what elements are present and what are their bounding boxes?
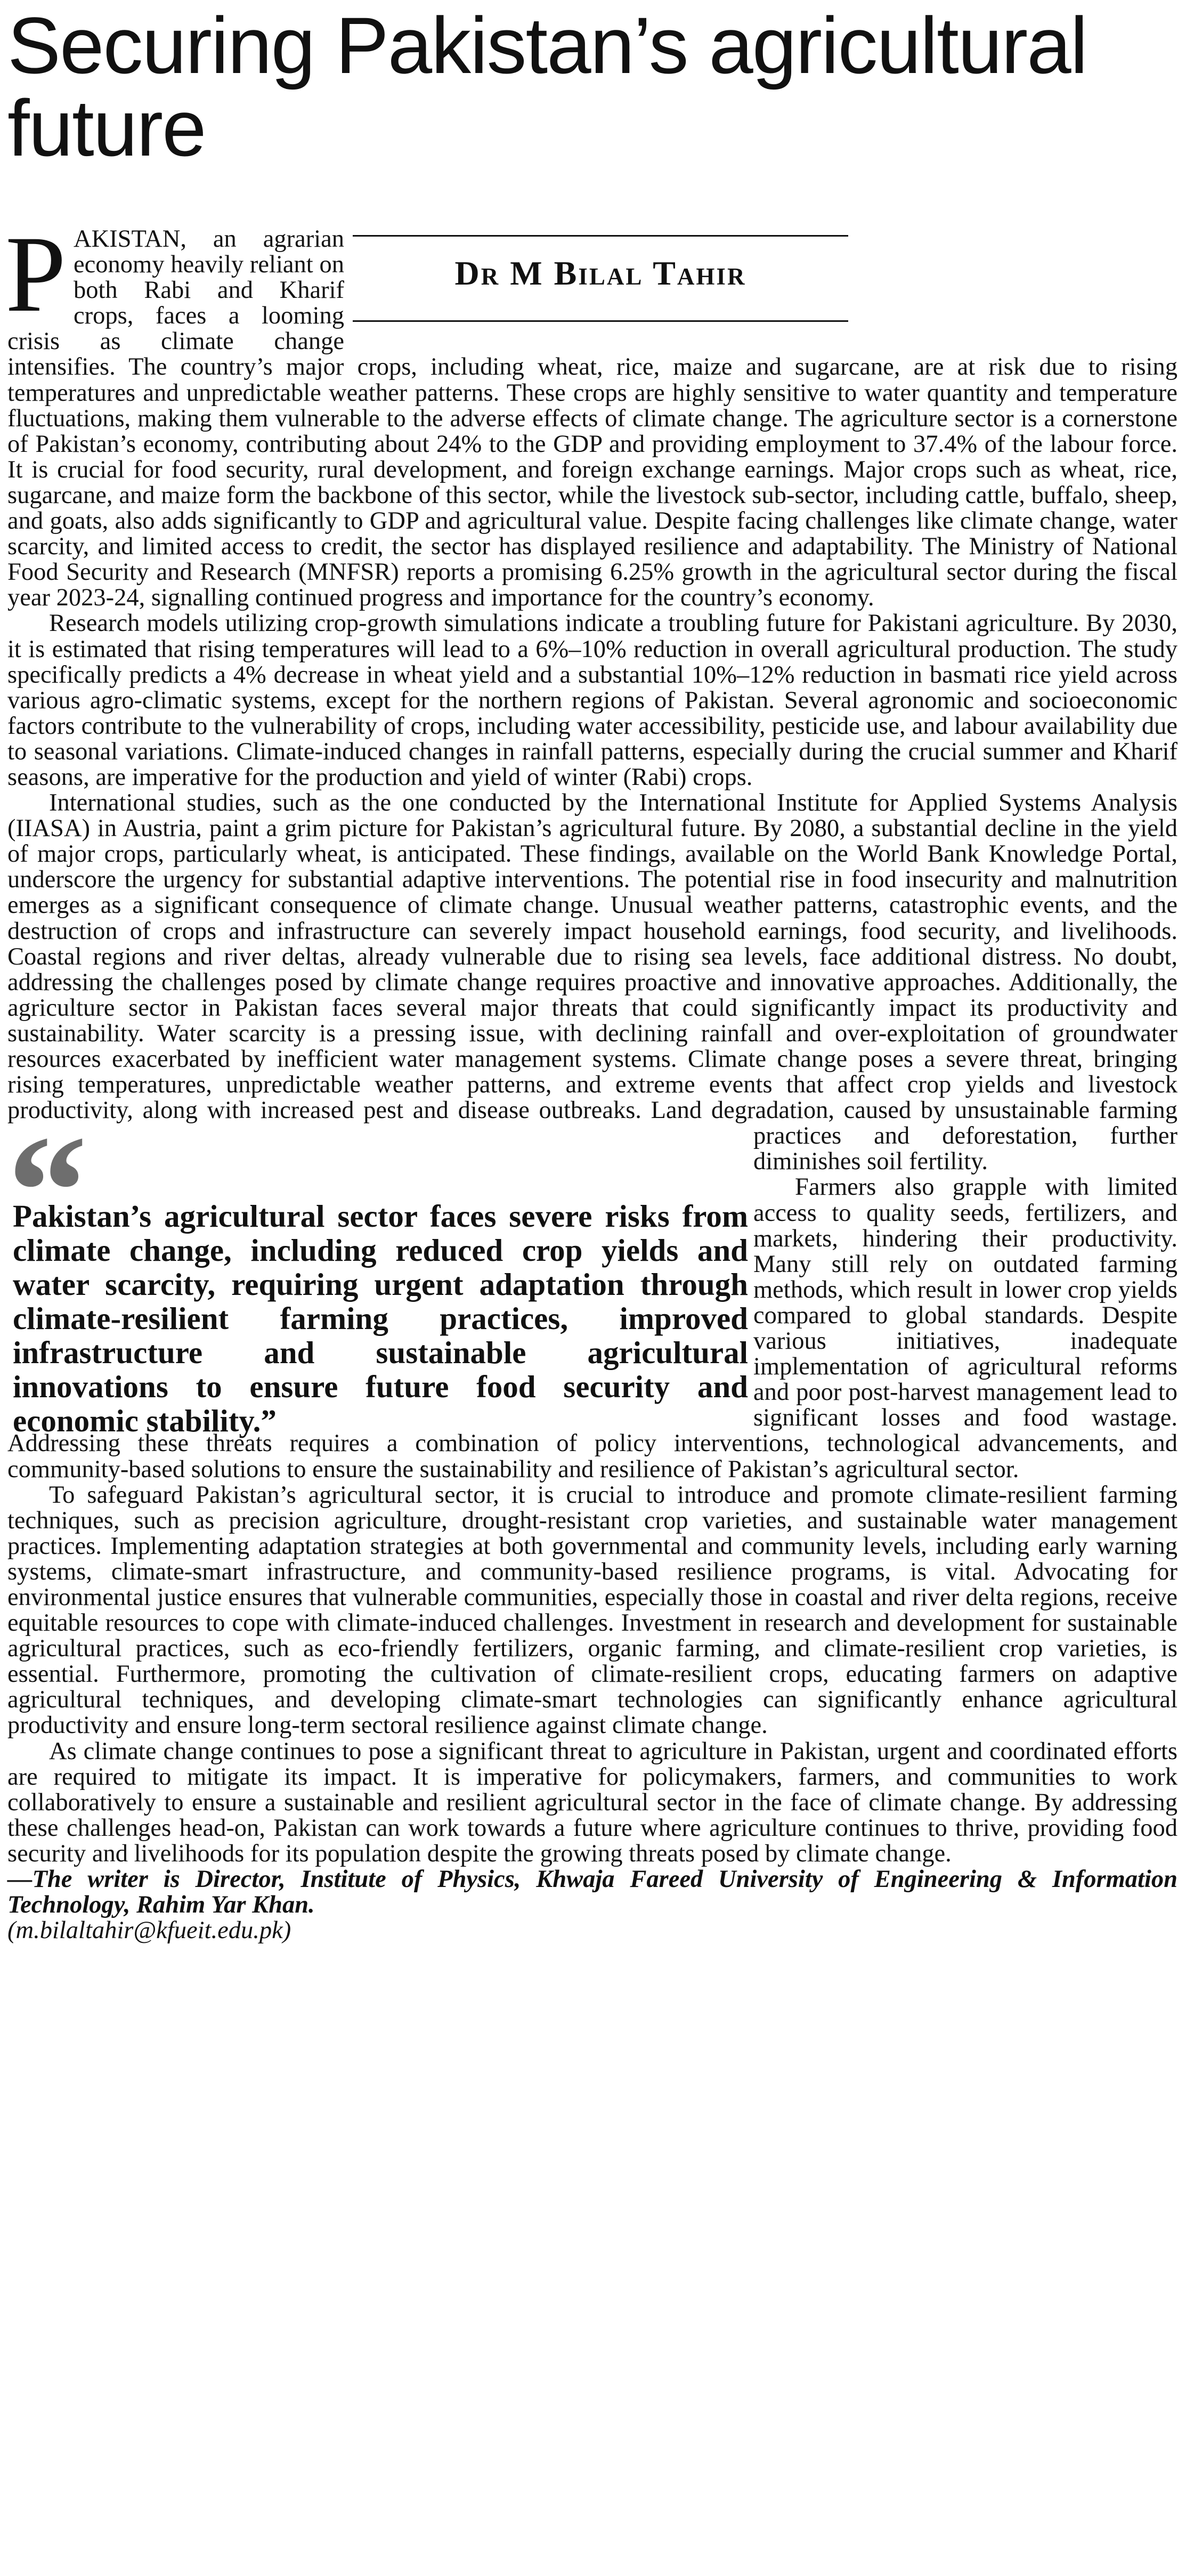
quote-mark-icon: “	[7, 1103, 87, 1279]
paragraph-1-text: AKISTAN, an agrarian economy heavily reliant on both Rabi and Kharif crops, faces a looming crisis as climate change intensifies. The country’s major crops, including wheat, rice, maize and sugarcane, are at risk due to rising temperatures and unpredictable weather patterns. These crops are highly sensitive to water quantity and temperature fluctuations, making them vulnerable to the adverse effects of climate change. The agriculture sector is a cornerstone of Pakistan’s economy, contributing about 24% to the GDP and providing employment to 37.4% of the labour force. It is crucial for food security, rural development, and foreign exchange earnings. Major crops such as wheat, rice, sugarcane, and maize form the backbone of this sector, while the livestock sub-sector, including cattle, buffalo, sheep, and goats, also adds significantly to GDP and agricultural value. Despite facing challenges like climate change, water scarcity, and limited access to credit, the sector has displayed resilience and adaptability. The Ministry of National Food Security and Research (MNFSR) reports a promising 6.25% growth in the agricultural sector during the fiscal year 2023-24, signalling continued progress and importance for the country’s economy.	[7, 225, 1177, 612]
article-page	[7, 0, 1177, 2576]
author-email: (m.bilaltahir@kfueit.edu.pk)	[7, 1917, 291, 1945]
drop-cap: P	[5, 214, 67, 335]
byline-box	[353, 226, 1177, 341]
paragraph-6: As climate change continues to pose a significant threat to agriculture in Pakistan, urgent and coordinated efforts are required to mitigate its impact. It is imperative for policymakers, farmers, and communities to work collaboratively to ensure a sustainable and resilient agricultural sector in the face of climate change. By addressing these challenges head-on, Pakistan can work towards a future where agriculture continues to thrive, providing food security and livelihoods for its population despite the growing threats posed by climate change.	[7, 1737, 1177, 1867]
pull-quote-spacer	[7, 1123, 753, 1416]
byline-rule-bottom	[353, 320, 848, 322]
paragraph-2: Research models utilizing crop-growth simulations indicate a troubling future for Pakistani agriculture. By 2030, it is estimated that rising temperatures will lead to a 6%–10% reduction in overall agricultural production. The study specifically predicts a 4% decrease in wheat yield and a substantial 10%–12% reduction in basmati rice yield across various agro-climatic systems, except for the northern regions of Pakistan. Several agronomic and socioeconomic factors contribute to the vulnerability of crops, including water accessibility, pesticide use, and labour availability due to seasonal variations. Climate-induced changes in rainfall patterns, especially during the crucial summer and Kharif seasons, are imperative for the production and yield of winter (Rabi) crops.	[7, 610, 1177, 791]
paragraph-3	[7, 790, 1177, 1174]
byline-rule-top	[353, 235, 848, 237]
pull-quote-text: Pakistan’s agricultural sector faces severe risks from climate change, including reduced crop yields and water scarcity, requiring urgent adaptation through climate-resilient farming practices, improved infrastructure and sustainable agricultural innovations to ensure future food security and economic stability.”	[13, 1198, 748, 1438]
paragraph-5: To safeguard Pakistan’s agricultural sector, it is crucial to introduce and promote climate-resilient farming techniques, such as precision agriculture, drought-resistant crop varieties, and sustainable water management practices. Implementing adaptation strategies at both governmental and community levels, including early warning systems, climate-smart infrastructure, and community-based resilience programs, is vital. Advocating for environmental justice ensures that vulnerable communities, especially those in coastal and river delta regions, receive equitable resources to cope with climate-induced challenges. Investment in research and development for sustainable agricultural practices, such as eco-friendly fertilizers, organic farming, and climate-resilient crop varieties, is essential. Furthermore, promoting the cultivation of climate-resilient crops, educating farmers on adaptive agricultural techniques, and developing climate-smart technologies can significantly enhance agricultural productivity and ensure long-term sectoral resilience against climate change.	[7, 1481, 1177, 1739]
article-body	[5, 214, 1177, 1945]
paragraph-4: Farmers also grapple with limited access to quality seeds, fertilizers, and markets, hindering their productivity. Many still rely on outdated farming methods, which result in lower crop yields compared to global standards. Despite various initiatives, inadequate implementation of agricultural reforms and poor post-harvest management lead to significant losses and food wastage. Addressing these threats requires a combination of policy interventions, technological advancements, and community-based solutions to ensure the sustainability and resilience of Pakistan’s agricultural sector.	[7, 1173, 1177, 1483]
headline: Securing Pakistan’s agricultural future	[7, 1, 1087, 173]
byline: Dr M Bilal Tahir	[454, 254, 746, 292]
author-bio: —The writer is Director, Institute of Physics, Khwaja Fareed University of Engineering & Information Technology, Rahim Yar Khan.	[7, 1866, 1177, 1919]
paragraph-3-text: International studies, such as the one conducted by the International Institute for Applied Systems Analysis (IIASA) in Austria, paint a grim picture for Pakistan’s agricultural future. By 2080, a substantial decline in the yield of major crops, particularly wheat, is anticipated. These findings, available on the World Bank Knowledge Portal, underscore the urgency for substantial adaptive interventions. The potential rise in food insecurity and malnutrition emerges as a significant consequence of climate change. Unusual weather patterns, catastrophic events, and the destruction of crops and infrastructure can severely impact household earnings, food security, and livelihoods. Coastal regions and river deltas, already vulnerable due to rising sea levels, face additional distress. No doubt, addressing the challenges posed by climate change requires proactive and innovative approaches. Additionally, the agriculture sector in Pakistan faces several major threats that could significantly impact its productivity and sustainability. Water scarcity is a pressing issue, with declining rainfall and over-exploitation of groundwater resources exacerbated by inefficient water management systems. Climate change poses a severe threat, bringing rising temperatures, unpredictable weather patterns, and extreme events that affect crop yields and livestock productivity, along with increased pest and disease outbreaks. Land degradation, caused by unsustainable farming practices and deforestation, further diminishes soil fertility.	[7, 789, 1177, 1175]
